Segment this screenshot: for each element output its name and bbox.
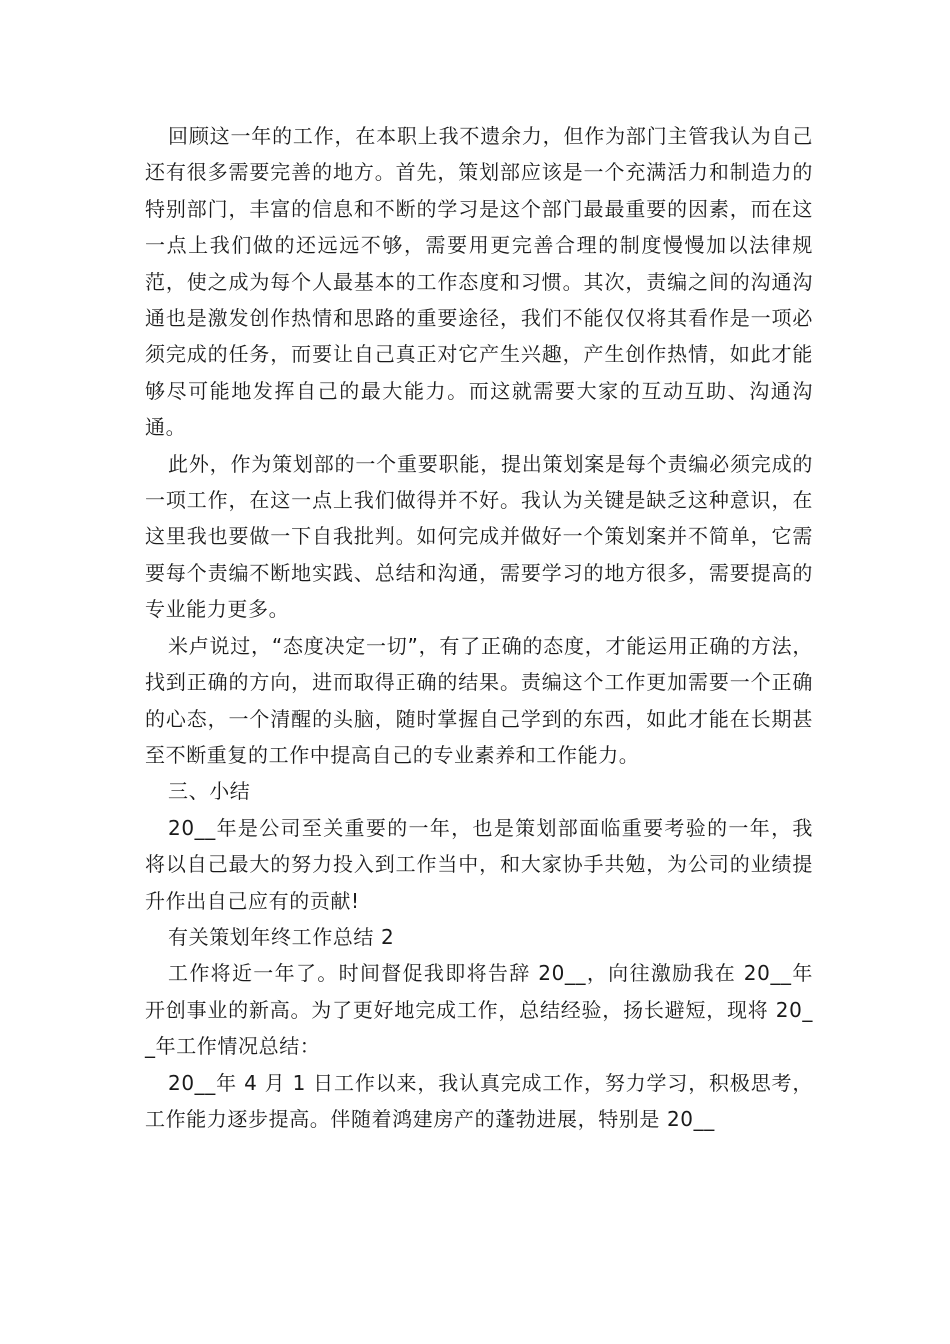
body-paragraph-1: 回顾这一年的工作，在本职上我不遗余力，但作为部门主管我认为自己还有很多需要完善的地方。首先，策划部应该是一个充满活力和制造力的特别部门，丰富的信息和不断的学习是这个部门最最重要的因素，而在这一点上我们做的还远远不够，需要用更完善合理的制度慢慢加以法律规范，使之成为每个人最基本的工作态度和习惯。其次，责编之间的沟通沟通也是激发创作热情和思路的重要途径，我们不能仅仅将其看作是一项必须完成的任务，而要让自己真正对它产生兴趣，产生创作热情，如此才能够尽可能地发挥自己的最大能力。而这就需要大家的互动互助、沟通沟通。: [145, 124, 813, 440]
section-heading: 三、小结: [168, 779, 251, 804]
body-paragraph-3: 米卢说过，“态度决定一切”，有了正确的态度，才能运用正确的方法，找到正确的方向，进而取得正确的结果。责编这个工作更加需要一个正确的心态，一个清醒的头脑，随时掌握自己学到的东西，如此才能在长期甚至不断重复的工作中提高自己的专业素养和工作能力。: [145, 633, 813, 767]
summary-paragraph: 20__年是公司至关重要的一年，也是策划部面临重要考验的一年，我将以自己最大的努力投入到工作当中，和大家协手共勉，为公司的业绩提升作出自己应有的贡献!: [145, 815, 813, 913]
article-paragraph-2: 20__年 4 月 1 日工作以来，我认真完成工作，努力学习，积极思考，工作能力逐步提高。伴随着鸿建房产的蓬勃进展，特别是 20__: [145, 1070, 813, 1131]
body-paragraph-2: 此外，作为策划部的一个重要职能，提出策划案是每个责编必须完成的一项工作，在这一点上我们做得并不好。我认为关键是缺乏这种意识，在这里我也要做一下自我批判。如何完成并做好一个策划案并不简单，它需要每个责编不断地实践、总结和沟通，需要学习的地方很多，需要提高的专业能力更多。: [145, 451, 813, 622]
document-page: [145, 118, 813, 1137]
article-paragraph-1: 工作将近一年了。时间督促我即将告辞 20__，向往激励我在 20__年开创事业的新高。为了更好地完成工作，总结经验，扬长避短，现将 20__年工作情况总结：: [145, 961, 813, 1059]
article-title: 有关策划年终工作总结 2: [168, 924, 395, 949]
